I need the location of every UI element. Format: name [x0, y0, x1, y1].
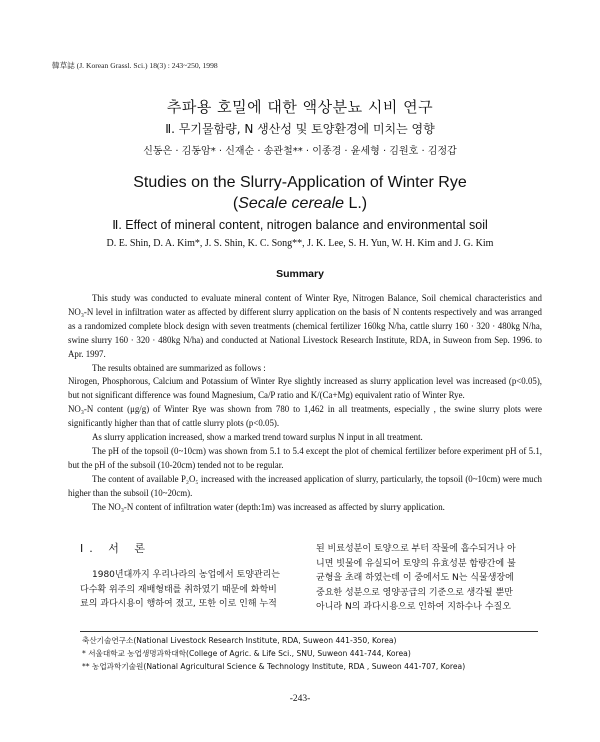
summary-paragraph: Nirogen, Phosphorous, Calcium and Potassium of Winter Rye slightly increased as slurry application level was increased (p<0.05), but not significant difference was found Magnesium, Ca/P ratio and K/(Ca+Mg) equivalent ratio of Winter Rye. [68, 376, 542, 401]
english-title-line1: Studies on the Slurry-Application of Winter Rye [133, 174, 467, 191]
intro-line: 중요한 성분으로 영양공급의 기준으로 생각될 뿐만 [316, 587, 513, 598]
summary-paragraph: The content of available P₂O₅ increased with the increased application of slurry, particularly, the topsoil (0~10cm) were much higher than the subsoil (10~20cm). [68, 473, 542, 498]
intro-heading: Ⅰ. 서 론 [80, 542, 151, 555]
journal-header: 韓草誌 (J. Korean Grassl. Sci.) 18(3) : 243~250, 1998 [52, 61, 218, 70]
korean-authors: 신동은 · 김동암* · 신재순 · 송관철** · 이종경 · 윤세형 · 김원호 · 김정갑 [143, 146, 457, 157]
summary-body [68, 292, 542, 515]
summary-paragraph: The NO₃-N content of infiltration water (depth:1m) was increased as affected by slurry application. [92, 501, 445, 512]
intro-line: 료의 과다시용이 행하여 졌고, 또한 이로 인해 누적 [80, 599, 277, 610]
english-title-line2: (Secale cereale L.) [232, 195, 368, 212]
species-name: Secale cereale [238, 195, 345, 212]
summary-paragraph: This study was conducted to evaluate mineral content of Winter Rye, Nitrogen Balance, Soil chemical characteristics and NO₃-N level in infiltration water as affected by different slurry application on the basis of N contents respectively and was arranged as a randomized complete block design with seven treatments (chemical fertilizer 160kg N/ha, cattle slurry 160 · 320 · 480kg N/ha, swine slurry 160 · 320 · 480kg N/ha) and conducted at National Livestock Research Institute, RDA, in Suweon from Sep. 1996. to Apr. 1997. [68, 293, 542, 359]
page-number: -243- [289, 694, 311, 704]
footnote-affiliation: ** 농업과학기술원(National Agricultural Science & Technology Institute, RDA , Suweon 441-707, Korea) [82, 662, 466, 671]
intro-line: 다수확 위주의 재배형태를 취하였기 때문에 화학비 [80, 584, 277, 595]
korean-subtitle: Ⅱ. 무기물함량, N 생산성 및 토양환경에 미치는 영향 [165, 122, 435, 136]
english-authors: D. E. Shin, D. A. Kim*, J. S. Shin, K. C. Song**, J. K. Lee, S. H. Yun, W. H. Kim and J. G. Kim [106, 238, 494, 249]
summary-heading: Summary [276, 268, 324, 280]
summary-paragraph: As slurry application increased, show a marked trend toward surplus N input in all treatment. [92, 432, 423, 443]
intro-line: 니면 빗물에 유실되어 토양의 유효성분 함량간에 불 [316, 558, 516, 569]
intro-right-column [316, 542, 538, 615]
summary-paragraph: NO₃-N content (μg/g) of Winter Rye was shown from 780 to 1,462 in all treatments, especially , the swine slurry plots were significantly higher than that of cattle slurry plots (p<0.05). [68, 404, 542, 429]
intro-line: 1980년대까지 우리나라의 농업에서 토양관리는 [92, 570, 280, 580]
summary-paragraph: The results obtained are summarized as follows : [92, 362, 266, 373]
intro-line: 아니라 N의 과다시용으로 인하여 지하수나 수질오 [316, 602, 511, 613]
summary-paragraph: The pH of the topsoil (0~10cm) was shown from 5.1 to 5.4 except the plot of chemical fertilizer before experiment pH of 5.1, but the pH of the subsoil (10-20cm) tended not to be regular. [68, 445, 542, 470]
footnote-divider [80, 631, 538, 632]
intro-left-column [80, 542, 292, 612]
intro-line: 균형을 초래 하였는데 이 중에서도 N는 식물생장에 [316, 573, 514, 584]
korean-title: 추파용 호밀에 대한 액상분뇨 시비 연구 [166, 98, 434, 116]
footnote-affiliation: 축산기술연구소(National Livestock Research Institute, RDA, Suweon 441-350, Korea) [82, 636, 397, 645]
intro-line: 된 비료성분이 토양으로 부터 작물에 흡수되거나 아 [316, 544, 516, 554]
english-subtitle: Ⅱ. Effect of mineral content, nitrogen balance and environmental soil [112, 218, 488, 232]
footnote-affiliation: * 서울대학교 농업생명과학대학(College of Agric. & Life Sci., SNU, Suweon 441-744, Korea) [82, 649, 411, 658]
